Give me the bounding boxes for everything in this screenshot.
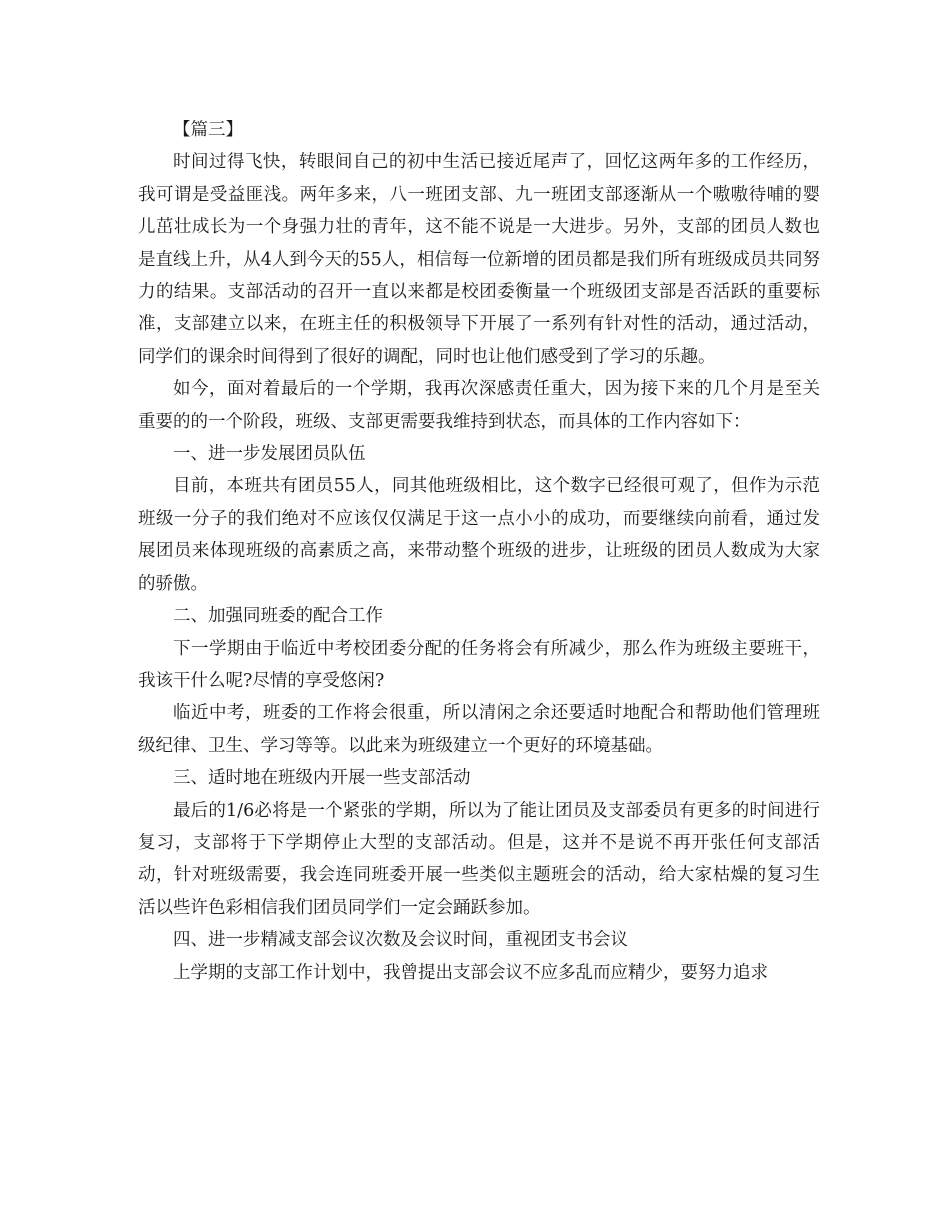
- section-3-paragraph-1: 最后的1/6必将是一个紧张的学期，所以为了能让团员及支部委员有更多的时间进行复习，支部将于下学期停止大型的支部活动。但是，这并不是说不再开张任何支部活动，针对班级需要，我会连同班委开展一些类似主题班会的活动，给大家枯燥的复习生活以些许色彩相信我们团员同学们一定会踊跃参加。: [138, 800, 820, 918]
- document-heading: 【篇三】: [173, 120, 243, 140]
- section-4-title: 四、进一步精减支部会议次数及会议时间，重视团支书会议: [173, 930, 628, 951]
- document-page: [138, 114, 820, 989]
- section-2-paragraph-1: 下一学期由于临近中考校团委分配的任务将会有所减少，那么作为班级主要班干，我该干什么呢?尽情的享受悠闲?: [138, 638, 820, 691]
- intro-paragraph-2: 如今，面对着最后的一个学期，我再次深感责任重大，因为接下来的几个月是至关重要的的一个阶段，班级、支部更需要我维持到状态，而具体的工作内容如下：: [138, 379, 820, 432]
- section-4-paragraph-1: 上学期的支部工作计划中，我曾提出支部会议不应多乱而应精少，要努力追求: [173, 962, 768, 983]
- section-2-title: 二、加强同班委的配合工作: [173, 606, 383, 627]
- section-1-paragraph-1: 目前，本班共有团员55人，同其他班级相比，这个数字已经很可观了，但作为示范班级一分子的我们绝对不应该仅仅满足于这一点小小的成功，而要继续向前看，通过发展团员来体现班级的高素质之高，来带动整个班级的进步，让班级的团员人数成为大家的骄傲。: [138, 476, 820, 594]
- intro-paragraph-1: 时间过得飞快，转眼间自己的初中生活已接近尾声了，回忆这两年多的工作经历，我可谓是受益匪浅。两年多来，八一班团支部、九一班团支部逐渐从一个嗷嗷待哺的婴儿茁壮成长为一个身强力壮的青年，这不能不说是一大进步。另外，支部的团员人数也是直线上升，从4人到今天的55人，相信每一位新增的团员都是我们所有班级成员共同努力的结果。支部活动的召开一直以来都是校团委衡量一个班级团支部是否活跃的重要标准，支部建立以来，在班主任的积极领导下开展了一系列有针对性的活动，通过活动，同学们的课余时间得到了很好的调配，同时也让他们感受到了学习的乐趣。: [138, 152, 820, 367]
- section-3-title: 三、适时地在班级内开展一些支部活动: [173, 768, 471, 789]
- section-2-paragraph-2: 临近中考，班委的工作将会很重，所以清闲之余还要适时地配合和帮助他们管理班级纪律、卫生、学习等等。以此来为班级建立一个更好的环境基础。: [138, 703, 820, 756]
- section-1-title: 一、进一步发展团员队伍: [173, 444, 366, 465]
